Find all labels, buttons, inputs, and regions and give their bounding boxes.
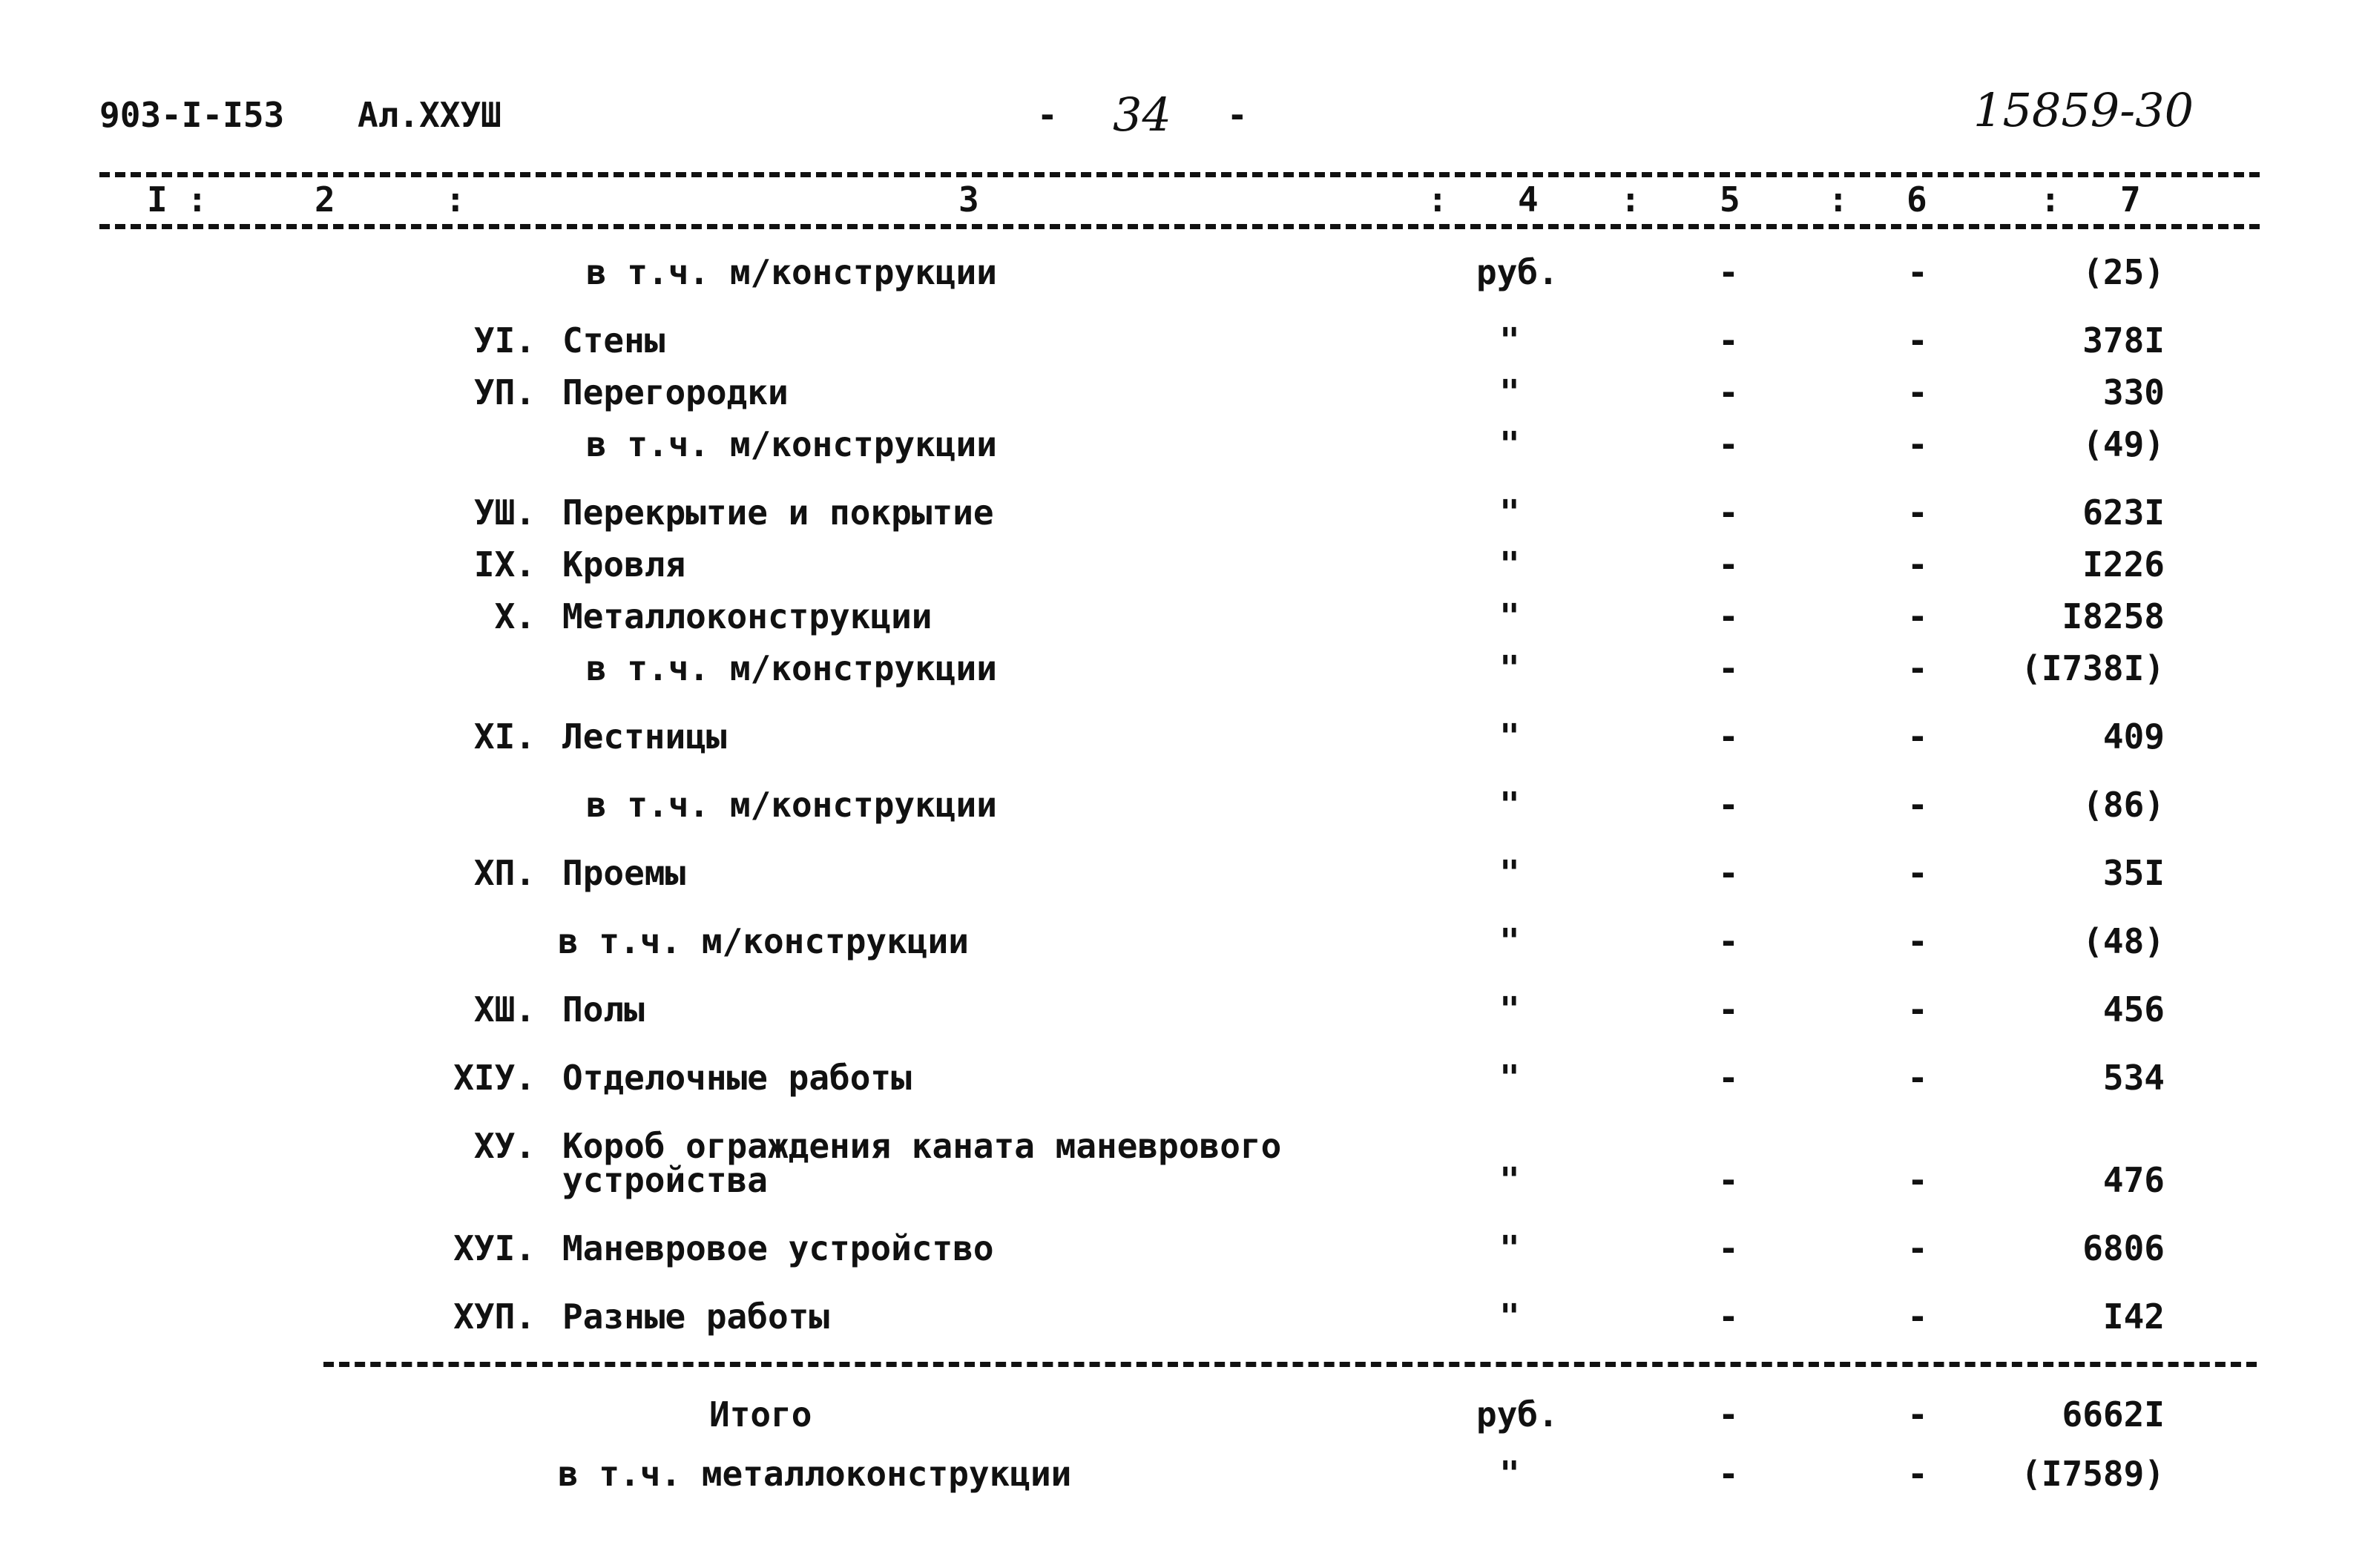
row-description-continued: устройства bbox=[562, 1160, 768, 1200]
table-row bbox=[0, 252, 2365, 297]
row-description: Разные работы bbox=[562, 1297, 830, 1337]
row-col7: I42 bbox=[2102, 1297, 2165, 1337]
row-col5: - bbox=[1718, 785, 1739, 825]
header-bottom-rule bbox=[99, 224, 2260, 229]
row-description: Полы bbox=[562, 989, 645, 1030]
row-number: УП. bbox=[473, 372, 536, 412]
column-separator: : bbox=[1620, 179, 1641, 220]
table-row bbox=[0, 320, 2365, 365]
row-col7: 534 bbox=[2102, 1058, 2165, 1098]
row-description: в т.ч. м/конструкции bbox=[586, 785, 997, 825]
row-col6: - bbox=[1907, 1297, 1928, 1337]
row-col6: - bbox=[1907, 921, 1928, 961]
document-code: 903-I-I53 bbox=[99, 95, 285, 135]
row-col6: - bbox=[1907, 493, 1928, 533]
totals-col6: - bbox=[1907, 1394, 1928, 1434]
totals-label: Итого bbox=[709, 1394, 812, 1434]
totals-unit: руб. bbox=[1476, 1394, 1559, 1434]
row-col5: - bbox=[1718, 596, 1739, 636]
row-description: Металлоконструкции bbox=[562, 596, 932, 636]
row-col5: - bbox=[1718, 372, 1739, 412]
column-separator: : bbox=[1828, 179, 1849, 220]
row-col5: - bbox=[1718, 648, 1739, 688]
row-col5: - bbox=[1718, 1228, 1739, 1268]
row-description: Перекрытие и покрытие bbox=[562, 493, 994, 533]
row-description: Маневровое устройство bbox=[562, 1228, 994, 1268]
table-row bbox=[0, 853, 2365, 897]
row-number: XI. bbox=[473, 717, 536, 757]
row-col5: - bbox=[1718, 717, 1739, 757]
row-number: УШ. bbox=[473, 493, 536, 533]
row-col6: - bbox=[1907, 785, 1928, 825]
row-number: XП. bbox=[473, 853, 536, 893]
row-col6: - bbox=[1907, 424, 1928, 464]
totals-col5: - bbox=[1718, 1454, 1739, 1494]
row-col7: (48) bbox=[2082, 921, 2165, 961]
row-col5: - bbox=[1718, 493, 1739, 533]
row-unit: " bbox=[1499, 1058, 1520, 1098]
page-dash-right: - bbox=[1227, 95, 1248, 135]
table-row bbox=[0, 493, 2365, 537]
row-description: Короб ограждения каната маневрового bbox=[562, 1126, 1282, 1166]
row-col5: - bbox=[1718, 1160, 1739, 1200]
row-description: Отделочные работы bbox=[562, 1058, 912, 1098]
row-col6: - bbox=[1907, 717, 1928, 757]
row-description: в т.ч. м/конструкции bbox=[586, 424, 997, 464]
totals-col7: (I7589) bbox=[2021, 1454, 2165, 1494]
row-description: в т.ч. м/конструкции bbox=[558, 921, 969, 961]
row-col5: - bbox=[1718, 853, 1739, 893]
column-separator: : bbox=[2040, 179, 2061, 220]
column-number-1: I bbox=[147, 179, 168, 220]
row-unit: " bbox=[1499, 1160, 1520, 1200]
row-col7: (25) bbox=[2082, 252, 2165, 292]
row-unit: " bbox=[1499, 372, 1520, 412]
row-unit: " bbox=[1499, 493, 1520, 533]
table-row bbox=[0, 717, 2365, 761]
table-row bbox=[0, 785, 2365, 829]
table-row bbox=[0, 1297, 2365, 1341]
column-number-5: 5 bbox=[1720, 179, 1740, 220]
row-unit: " bbox=[1499, 424, 1520, 464]
row-col6: - bbox=[1907, 372, 1928, 412]
table-row bbox=[0, 1228, 2365, 1273]
row-col7: 409 bbox=[2102, 717, 2165, 757]
row-description: в т.ч. м/конструкции bbox=[586, 252, 997, 292]
row-number: XIУ. bbox=[453, 1058, 536, 1098]
row-col6: - bbox=[1907, 320, 1928, 360]
row-col7: (49) bbox=[2082, 424, 2165, 464]
table-row bbox=[0, 544, 2365, 589]
row-description: Стены bbox=[562, 320, 665, 360]
row-col5: - bbox=[1718, 989, 1739, 1030]
column-number-4: 4 bbox=[1518, 179, 1539, 220]
column-separator: : bbox=[1427, 179, 1448, 220]
row-number: XУ. bbox=[473, 1126, 536, 1166]
table-row bbox=[0, 424, 2365, 469]
row-col5: - bbox=[1718, 921, 1739, 961]
totals-row bbox=[0, 1454, 2365, 1498]
totals-rule bbox=[323, 1362, 2257, 1367]
row-col7: 330 bbox=[2102, 372, 2165, 412]
totals-label: в т.ч. металлоконструкции bbox=[558, 1454, 1072, 1494]
totals-col6: - bbox=[1907, 1454, 1928, 1494]
row-number: IX. bbox=[473, 544, 536, 584]
row-col7: 476 bbox=[2102, 1160, 2165, 1200]
row-col5: - bbox=[1718, 424, 1739, 464]
row-col7: 378I bbox=[2082, 320, 2165, 360]
row-number: УI. bbox=[473, 320, 536, 360]
column-separator: : bbox=[445, 179, 466, 220]
row-number: X. bbox=[494, 596, 536, 636]
row-col6: - bbox=[1907, 1058, 1928, 1098]
row-col6: - bbox=[1907, 544, 1928, 584]
row-description: Проемы bbox=[562, 853, 686, 893]
column-number-7: 7 bbox=[2120, 179, 2141, 220]
row-col7: I8258 bbox=[2062, 596, 2165, 636]
table-row bbox=[0, 1126, 2365, 1208]
row-col7: 623I bbox=[2082, 493, 2165, 533]
column-number-6: 6 bbox=[1907, 179, 1927, 220]
table-row bbox=[0, 596, 2365, 641]
row-description: Перегородки bbox=[562, 372, 789, 412]
row-unit: " bbox=[1499, 320, 1520, 360]
row-col5: - bbox=[1718, 1297, 1739, 1337]
album-number: Ал.ХХУШ bbox=[358, 95, 501, 135]
row-col6: - bbox=[1907, 252, 1928, 292]
row-col7: 456 bbox=[2102, 989, 2165, 1030]
row-number: XУI. bbox=[453, 1228, 536, 1268]
table-row bbox=[0, 372, 2365, 417]
row-unit: " bbox=[1499, 648, 1520, 688]
row-col6: - bbox=[1907, 989, 1928, 1030]
header-top-rule bbox=[99, 172, 2260, 177]
row-col5: - bbox=[1718, 1058, 1739, 1098]
page-number: 34 bbox=[1113, 88, 1171, 142]
row-col7: (I738I) bbox=[2021, 648, 2165, 688]
row-col6: - bbox=[1907, 1228, 1928, 1268]
row-number: XШ. bbox=[473, 989, 536, 1030]
row-unit: " bbox=[1499, 596, 1520, 636]
row-unit: руб. bbox=[1476, 252, 1559, 292]
row-col6: - bbox=[1907, 1160, 1928, 1200]
totals-unit: " bbox=[1499, 1454, 1520, 1494]
column-number-2: 2 bbox=[315, 179, 335, 220]
table-row bbox=[0, 989, 2365, 1034]
row-unit: " bbox=[1499, 1297, 1520, 1337]
row-col6: - bbox=[1907, 853, 1928, 893]
row-unit: " bbox=[1499, 785, 1520, 825]
table-row bbox=[0, 648, 2365, 693]
totals-col7: 6662I bbox=[2062, 1394, 2165, 1434]
row-description: Кровля bbox=[562, 544, 686, 584]
row-col7: 6806 bbox=[2082, 1228, 2165, 1268]
row-unit: " bbox=[1499, 989, 1520, 1030]
column-separator: : bbox=[187, 179, 208, 220]
row-col5: - bbox=[1718, 252, 1739, 292]
row-unit: " bbox=[1499, 853, 1520, 893]
row-unit: " bbox=[1499, 544, 1520, 584]
row-col7: (86) bbox=[2082, 785, 2165, 825]
row-unit: " bbox=[1499, 921, 1520, 961]
row-col7: I226 bbox=[2082, 544, 2165, 584]
page-dash-left: - bbox=[1037, 95, 1058, 135]
row-number: XУП. bbox=[453, 1297, 536, 1337]
column-number-3: 3 bbox=[958, 179, 979, 220]
row-unit: " bbox=[1499, 1228, 1520, 1268]
sheet-id: 15859-30 bbox=[1973, 83, 2194, 137]
totals-row bbox=[0, 1394, 2365, 1439]
row-col6: - bbox=[1907, 648, 1928, 688]
row-description: Лестницы bbox=[562, 717, 727, 757]
row-col7: 35I bbox=[2102, 853, 2165, 893]
table-row bbox=[0, 1058, 2365, 1102]
row-col5: - bbox=[1718, 544, 1739, 584]
row-description: в т.ч. м/конструкции bbox=[586, 648, 997, 688]
row-col6: - bbox=[1907, 596, 1928, 636]
totals-col5: - bbox=[1718, 1394, 1739, 1434]
table-row bbox=[0, 921, 2365, 966]
row-col5: - bbox=[1718, 320, 1739, 360]
row-unit: " bbox=[1499, 717, 1520, 757]
